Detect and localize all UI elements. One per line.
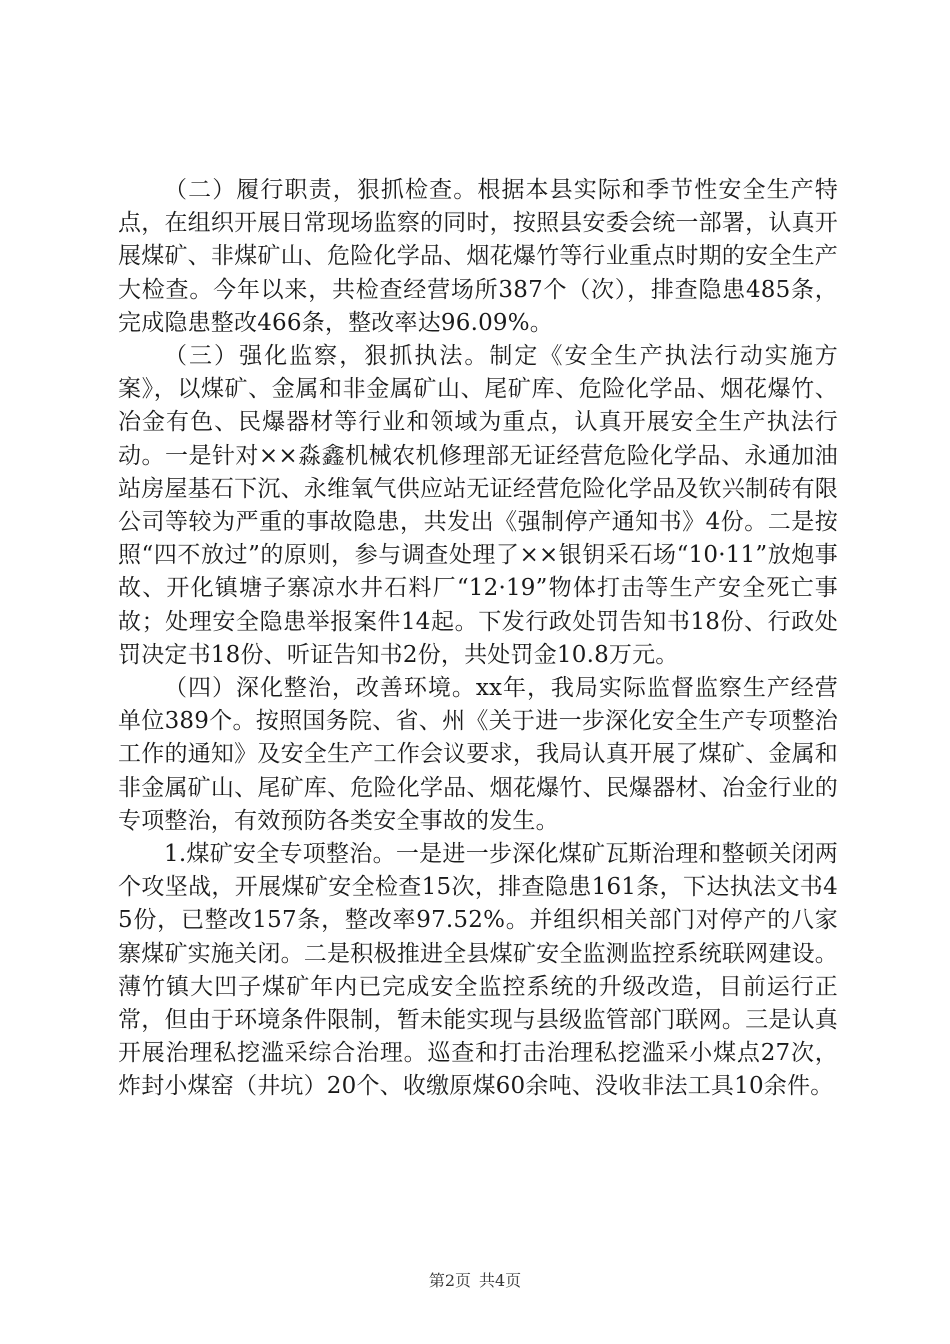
paragraph-enforcement: （三）强化监察，狠抓执法。制定《安全生产执法行动实施方案》，以煤矿、金属和非金属矿山、尾矿库、危险化学品、烟花爆竹、冶金有色、民爆器材等行业和领域为重点，认真开展安全生产执法行动。一是针对××淼鑫机械农机修理部无证经营危险化学品、永通加油站房屋基石下沉、永维氧气供应站无证经营危险化学品及钦兴制砖有限公司等较为严重的事故隐患，共发出《强制停产通知书》4份。二是按照“四不放过”的原则，参与调查处理了××银钥采石场“10·11”放炮事故、开化镇塘子寨凉水井石料厂“12·19”物体打击等生产安全死亡事故；处理安全隐患举报案件14起。下发行政处罚告知书18份、行政处罚决定书18份、听证告知书2份，共处罚金10.8万元。 [118,343,838,668]
page-total: 共4页 [479,1271,522,1290]
page-footer [0,1268,950,1291]
page-number: 第2页 [428,1271,471,1290]
paragraph-rectification: （四）深化整治，改善环境。xx年，我局实际监督监察生产经营单位389个。按照国务院、省、州《关于进一步深化安全生产专项整治工作的通知》及安全生产工作会议要求，我局认真开展了煤矿、金属和非金属矿山、尾矿库、危险化学品、烟花爆竹、民爆器材、冶金行业的专项整治，有效预防各类安全事故的发生。 [118,675,838,834]
document-body [118,174,838,1104]
paragraph-coal-mine: 1.煤矿安全专项整治。一是进一步深化煤矿瓦斯治理和整顿关闭两个攻坚战，开展煤矿安全检查15次，排查隐患161条，下达执法文书45份，已整改157条，整改率97.52%。并组织相关部门对停产的八家寨煤矿实施关闭。二是积极推进全县煤矿安全监测监控系统联网建设。薄竹镇大凹子煤矿年内已完成安全监控系统的升级改造，目前运行正常，但由于环境条件限制，暂未能实现与县级监管部门联网。三是认真开展治理私挖滥采综合治理。巡查和打击治理私挖滥采小煤点27次，炸封小煤窑（井坑）20个、收缴原煤60余吨、没收非法工具10余件。 [118,841,838,1100]
paragraph-inspection: （二）履行职责，狠抓检查。根据本县实际和季节性安全生产特点，在组织开展日常现场监察的同时，按照县安委会统一部署，认真开展煤矿、非煤矿山、危险化学品、烟花爆竹等行业重点时期的安全生产大检查。今年以来，共检查经营场所387个（次），排查隐患485条，完成隐患整改466条，整改率达96.09%。 [118,177,838,336]
